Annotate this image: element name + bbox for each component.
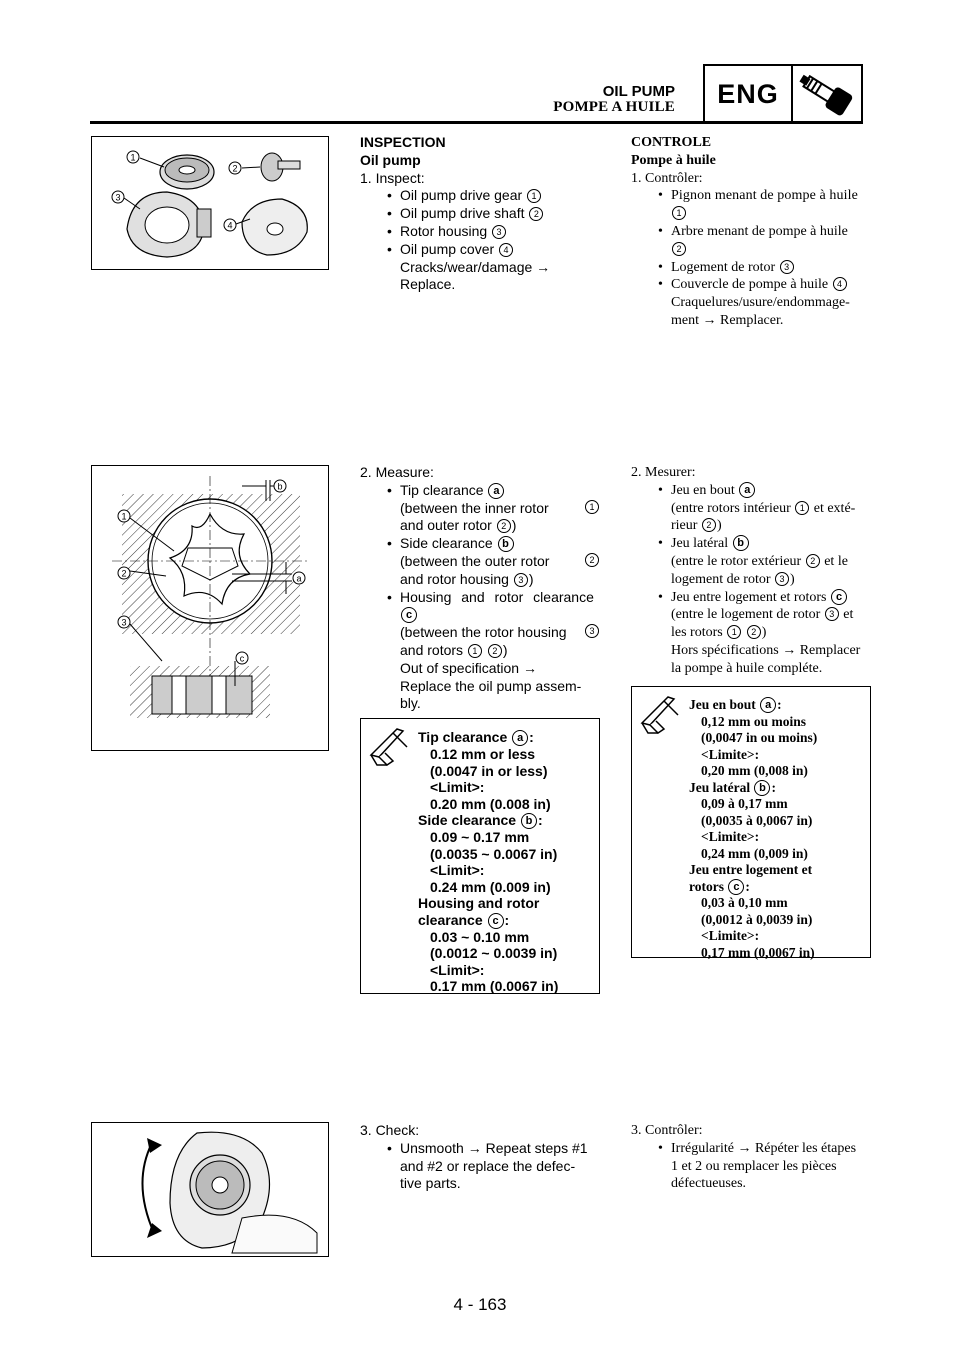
en-spec-text	[418, 729, 558, 995]
figure-oil-pump-parts	[91, 136, 329, 270]
fr-spec-housing-v2: (0,0012 à 0,0039 in)	[701, 911, 813, 927]
en-spec-limit-2: <Limit>:	[430, 862, 485, 878]
fr-spec-text	[689, 697, 817, 961]
fr-spec-tip-v1: 0,12 mm ou moins	[701, 713, 807, 729]
en-item-3: • Rotor housing 3	[360, 223, 550, 241]
fr-housing-desc-2: les rotors 1 2 )	[671, 625, 767, 641]
en-side: • Side clearance b	[360, 535, 600, 553]
en-tip-desc-1: (between the inner rotor 1	[360, 500, 600, 518]
en-check-3: tive parts.	[400, 1175, 461, 1192]
fr-spec-side-limit: 0,24 mm (0,009 in)	[701, 845, 808, 861]
en-spec-side-v2: (0.0035 ~ 0.0067 in)	[430, 845, 558, 862]
fr-step-2: 2. Mesurer:	[631, 465, 696, 480]
en-spec-housing-v2: (0.0012 ~ 0.0039 in)	[430, 945, 558, 961]
section-badge-label: ENG	[705, 66, 793, 122]
fr-check-3: défectueuses.	[671, 1176, 747, 1192]
fr-spec-box	[631, 686, 871, 958]
en-spec-tip-limit: 0.20 mm (0.008 in)	[430, 795, 551, 812]
en-spec-tip-v2: (0.0047 in or less)	[430, 762, 548, 779]
fr-subheading: Pompe à huile	[631, 152, 716, 168]
fig2-callout-1: 1	[121, 511, 127, 522]
en-spec-housing-limit: 0.17 mm (0.0067 in)	[430, 978, 559, 994]
en-item-1: • Oil pump drive gear 1	[360, 187, 550, 205]
section-title-en: OIL PUMP	[602, 83, 675, 100]
fr-housing: • Jeu entre logement et rotors c	[631, 589, 871, 607]
en-step-3: 3. Check:	[360, 1122, 420, 1138]
en-spec-side-v1: 0.09 ~ 0.17 mm	[430, 829, 530, 845]
en-out-3: bly.	[400, 695, 421, 712]
fr-spec-housing-limit: 0,17 mm (0,0067 in)	[701, 944, 815, 960]
fr-section-1	[631, 134, 871, 330]
fig2-callout-3: 3	[121, 617, 127, 628]
label-b: b	[277, 481, 283, 492]
fr-result-2: ment → Remplacer.	[671, 312, 784, 328]
en-result-2: Replace.	[400, 276, 456, 293]
fr-item-1: • Pignon menant de pompe à huile	[631, 187, 871, 205]
label-c: c	[239, 653, 245, 664]
en-housing-desc-1: (between the rotor housing 3	[360, 624, 600, 642]
fr-item-2-mark: 2	[631, 241, 871, 259]
en-side-desc-1: (between the outer rotor 2	[360, 553, 600, 571]
en-item-2: • Oil pump drive shaft 2	[360, 205, 550, 223]
fr-spec-tip-v2: (0,0047 in ou moins)	[701, 730, 818, 745]
callout-1: 1	[130, 152, 136, 163]
fr-spec-limit-3: <Limite>:	[701, 928, 760, 943]
caliper-icon	[367, 725, 411, 769]
page-number: 4 - 163	[453, 1295, 507, 1314]
fr-step-1: 1. Contrôler:	[631, 170, 703, 186]
en-out-1: Out of specification →	[400, 659, 537, 676]
en-spec-housing-v1: 0.03 ~ 0.10 mm	[430, 928, 530, 945]
figure-rotation-check	[91, 1122, 329, 1257]
en-spec-side: Side clearance b :	[418, 812, 543, 828]
callout-3: 3	[115, 192, 121, 203]
en-section-3	[360, 1122, 588, 1193]
fr-section-2	[631, 464, 871, 678]
en-spec-limit-1: <Limit>:	[430, 779, 485, 795]
fr-tip: • Jeu en bout a	[631, 482, 871, 500]
en-side-desc-2: and rotor housing 3 )	[400, 570, 534, 587]
en-tip-desc-2: and outer rotor 2 )	[400, 517, 517, 534]
fr-check-1: • Irrégularité → Répéter les étapes	[631, 1140, 871, 1158]
label-a: a	[296, 573, 302, 584]
en-check-2: and #2 or replace the defec-	[400, 1157, 576, 1174]
en-housing-letter: c	[360, 606, 600, 624]
rotor-clearance-drawing	[92, 466, 328, 750]
en-step-1: 1. Inspect:	[360, 169, 425, 186]
en-spec-housing-1: Housing and rotor	[418, 895, 540, 911]
rotation-check-drawing	[92, 1123, 328, 1256]
en-housing-desc-2: and rotors 1 2 )	[400, 641, 508, 658]
fr-tip-desc-2: rieur 2 )	[671, 518, 722, 534]
fr-spec-limit-1: <Limite>:	[701, 746, 760, 762]
figure-rotor-clearance	[91, 465, 329, 751]
fig2-callout-2: 2	[121, 568, 127, 579]
fr-out-1: Hors spécifications → Remplacer	[671, 642, 861, 658]
section-title-fr: POMPE A HUILE	[553, 99, 675, 115]
oil-pump-parts-drawing	[92, 137, 328, 269]
fr-spec-housing-2: rotors c :	[689, 878, 750, 894]
en-section-1	[360, 134, 550, 294]
en-spec-limit-3: <Limit>:	[430, 961, 485, 978]
en-heading: INSPECTION	[360, 134, 446, 150]
engine-piston-icon	[793, 66, 861, 122]
en-spec-tip-v1: 0.12 mm or less	[430, 746, 536, 762]
en-spec-tip: Tip clearance a :	[418, 729, 534, 745]
en-housing: • Housing and rotor clearance	[360, 589, 600, 607]
en-subheading: Oil pump	[360, 151, 421, 168]
en-spec-box	[360, 718, 600, 994]
fr-spec-limit-2: <Limite>:	[701, 829, 760, 844]
fr-spec-tip-limit: 0,20 mm (0,008 in)	[701, 763, 808, 778]
en-step-2: 2. Measure:	[360, 464, 434, 480]
fr-spec-side-v1: 0,09 à 0,17 mm	[701, 796, 788, 811]
fr-item-1-mark: 1	[631, 205, 871, 223]
en-section-2	[360, 464, 600, 713]
callout-4: 4	[227, 220, 233, 231]
fr-item-4: • Couvercle de pompe à huile 4	[631, 276, 871, 294]
fr-spec-housing-1: Jeu entre logement et	[689, 862, 813, 877]
en-spec-housing-2: clearance c :	[418, 911, 510, 928]
fr-tip-desc-1: (entre rotors intérieur 1 et exté-	[671, 500, 856, 516]
fr-spec-side: Jeu latéral b :	[689, 779, 776, 795]
caliper-icon	[638, 693, 682, 737]
fr-side-desc-1: (entre le rotor extérieur 2 et le	[671, 553, 848, 569]
fr-item-3: • Logement de rotor 3	[631, 259, 871, 277]
section-badge	[703, 64, 863, 124]
fr-out-2: la pompe à huile compléte.	[671, 660, 823, 676]
fr-item-2: • Arbre menant de pompe à huile	[631, 223, 871, 241]
fr-spec-side-v2: (0,0035 à 0,0067 in)	[701, 812, 813, 828]
fr-side: • Jeu latéral b	[631, 535, 871, 553]
callout-2: 2	[232, 163, 238, 174]
fr-side-desc-2: logement de rotor 3 )	[671, 571, 795, 587]
fr-step-3: 3. Contrôler:	[631, 1123, 703, 1138]
en-tip: • Tip clearance a	[360, 482, 600, 500]
fr-check-2: 1 et 2 ou remplacer les pièces	[671, 1158, 837, 1174]
en-out-2: Replace the oil pump assem-	[400, 677, 582, 694]
en-item-4: • Oil pump cover 4	[360, 241, 550, 259]
en-check-1: • Unsmooth → Repeat steps #1	[360, 1140, 588, 1158]
fr-heading: CONTROLE	[631, 135, 712, 150]
en-spec-side-limit: 0.24 mm (0.009 in)	[430, 878, 551, 895]
fr-spec-tip: Jeu en bout a :	[689, 697, 782, 712]
fr-section-3	[631, 1122, 871, 1193]
fr-spec-housing-v1: 0,03 à 0,10 mm	[701, 895, 788, 910]
fr-result-1: Craquelures/usure/endommage-	[671, 295, 850, 311]
en-result-1: Cracks/wear/damage →	[400, 258, 551, 275]
fr-housing-desc-1: (entre le logement de rotor 3 et	[671, 607, 854, 623]
